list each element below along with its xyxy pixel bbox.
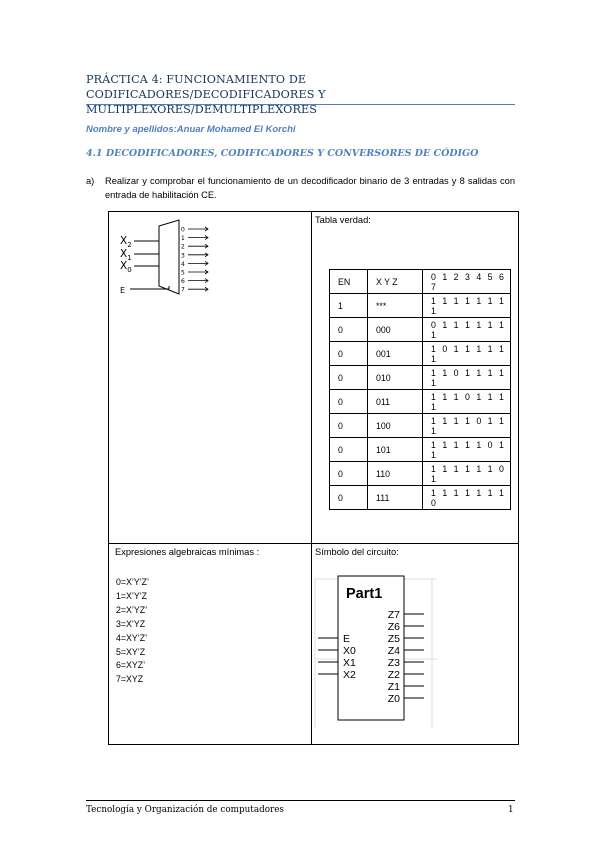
table-cell: 0 (330, 414, 368, 438)
table-cell: 0 (330, 390, 368, 414)
input-enable: E (120, 286, 126, 295)
table-cell: 010 (368, 366, 423, 390)
table-cell: 1 1 1 0 1 1 1 1 (423, 390, 511, 414)
table-cell: 1 1 1 1 1 1 1 0 (423, 486, 511, 510)
table-cell: 1 (330, 294, 368, 318)
table-cell: 1 1 1 1 1 0 1 1 (423, 438, 511, 462)
table-cell: 0 (330, 438, 368, 462)
title-line-1: PRÁCTICA 4: FUNCIONAMIENTO DE CODIFICADORES/DECODIFICADORES Y (86, 73, 326, 101)
symbol-input-label: X1 (343, 657, 356, 669)
table-cell: 0 1 1 1 1 1 1 1 (423, 318, 511, 342)
symbol-output-label: Z6 (387, 621, 400, 633)
decoder-output-label: 3 (181, 252, 185, 260)
table-cell: 000 (368, 318, 423, 342)
table-row (330, 438, 511, 462)
table-cell: X Y Z (368, 270, 423, 294)
decoder-output-label: 5 (181, 269, 185, 277)
decoder-output-label: 7 (181, 286, 185, 294)
decoder-output-label: 6 (181, 278, 185, 286)
table-cell: 011 (368, 390, 423, 414)
symbol-input-label: X2 (343, 669, 356, 681)
symbol-outputs (388, 609, 424, 705)
input-x0: $X_0$ (120, 260, 132, 274)
expression-item: 0=X’Y’Z’ (116, 577, 150, 587)
truth-table-label: Tabla verdad: (315, 215, 371, 225)
symbol-output-label: Z5 (387, 633, 400, 645)
grid-vertical-divider (311, 212, 312, 744)
table-cell: 1 1 1 1 0 1 1 1 (423, 414, 511, 438)
input-x2: $X_2$ (120, 235, 132, 249)
table-cell: *** (368, 294, 423, 318)
table-row (330, 342, 511, 366)
table-row (330, 462, 511, 486)
expressions-label: Expresiones algebraicas mínimas : (115, 547, 260, 557)
symbol-label: Símbolo del circuito: (315, 547, 399, 557)
table-row (330, 366, 511, 390)
table-cell: 110 (368, 462, 423, 486)
title-divider (86, 104, 515, 105)
symbol-part-name: Part1 (346, 586, 383, 602)
input-x1: $X_1$ (120, 248, 132, 262)
author-line: Nombre y apellidos:Anuar Mohamed El Korchi (86, 124, 296, 135)
table-cell: 0 1 2 3 4 5 6 7 (423, 270, 511, 294)
footer-text: Tecnología y Organización de computadores (86, 805, 284, 815)
symbol-output-label: Z3 (387, 657, 400, 669)
truth-table (329, 269, 511, 510)
symbol-output-label: Z4 (387, 645, 400, 657)
table-cell: 1 1 1 1 1 1 0 1 (423, 462, 511, 486)
table-row (330, 318, 511, 342)
symbol-output-label: Z1 (387, 681, 400, 693)
truth-table-header (330, 270, 511, 294)
table-row (330, 390, 511, 414)
symbol-input-label: X0 (343, 645, 356, 657)
decoder-outputs (181, 227, 208, 294)
expressions-list (116, 576, 149, 687)
table-cell: 0 (330, 318, 368, 342)
table-cell: 0 (330, 366, 368, 390)
expression-item: 4=XY’Z’ (116, 632, 148, 643)
symbol-input-label: E (343, 633, 351, 645)
expression-item: 7=XYZ (116, 674, 144, 685)
table-cell: 0 (330, 462, 368, 486)
symbol-output-label: Z0 (387, 693, 400, 705)
expression-item: 3=X’YZ (116, 618, 146, 629)
table-cell: 111 (368, 486, 423, 510)
expression-item: 6=XYZ’ (116, 660, 146, 671)
grid-horizontal-divider (109, 543, 518, 544)
table-cell: EN (330, 270, 368, 294)
document-title (86, 72, 516, 117)
table-cell: 1 1 1 1 1 1 1 1 (423, 294, 511, 318)
decoder-input-lines (130, 241, 169, 289)
table-cell: 101 (368, 438, 423, 462)
table-cell: 100 (368, 414, 423, 438)
decoder-output-label: 1 (181, 235, 185, 243)
decoder-sketch (112, 214, 224, 298)
decoder-output-label: 2 (181, 243, 185, 251)
table-row (330, 414, 511, 438)
table-row (330, 294, 511, 318)
page-number: 1 (508, 805, 514, 815)
section-heading: 4.1 DECODIFICADORES, CODIFICADORES Y CONVERSORES DE CÓDIGO (86, 148, 479, 159)
item-text: Realizar y comprobar el funcionamiento de un decodificador binario de 3 entradas y 8 salidas con entrada de habilitación CE. (105, 176, 515, 200)
table-cell: 0 (330, 342, 368, 366)
expression-item: 5=XY’Z (116, 646, 146, 657)
table-row (330, 486, 511, 510)
title-line-2: MULTIPLEXORES/DEMULTIPLEXORES (86, 103, 318, 116)
table-cell: 001 (368, 342, 423, 366)
decoder-output-label: 4 (181, 260, 185, 268)
table-cell: 1 1 0 1 1 1 1 1 (423, 366, 511, 390)
decoder-output-label: 0 (181, 226, 185, 234)
table-cell: 0 (330, 486, 368, 510)
symbol-output-label: Z7 (387, 609, 400, 621)
symbol-output-label: Z2 (387, 669, 400, 681)
table-cell: 1 0 1 1 1 1 1 1 (423, 342, 511, 366)
footer-divider (86, 800, 515, 801)
item-marker: a) (86, 176, 95, 186)
circuit-symbol (314, 570, 438, 728)
expression-item: 2=X’YZ’ (116, 604, 148, 615)
decoder-trapezoid (159, 220, 179, 294)
expression-item: 1=X’Y’Z (116, 590, 148, 601)
